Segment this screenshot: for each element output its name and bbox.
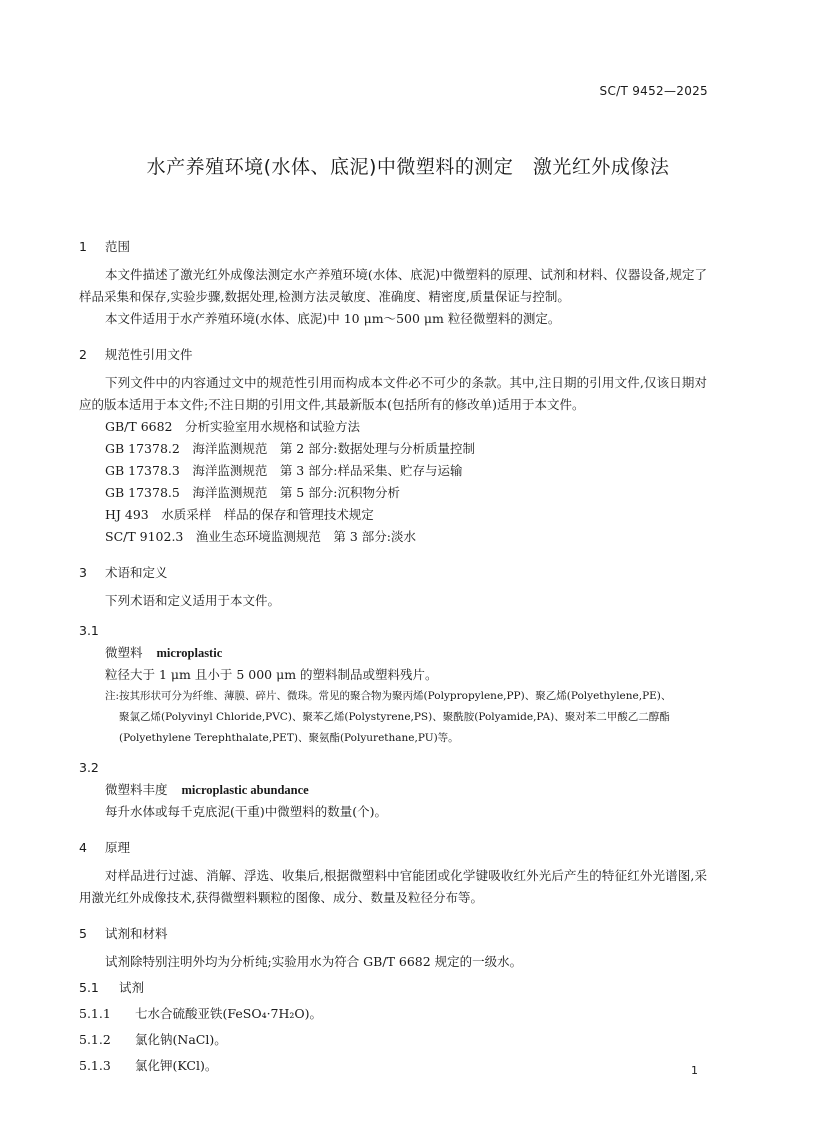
term-english: microplastic xyxy=(156,646,223,660)
reference-item: GB 17378.3 海洋监测规范 第 3 部分:样品采集、贮存与运输 xyxy=(105,463,463,478)
subsection-number: 5.1 xyxy=(79,980,99,995)
item-number: 5.1.2 xyxy=(79,1032,111,1047)
item-number: 5.1.1 xyxy=(79,1006,111,1021)
section-title: 试剂和材料 xyxy=(105,926,168,941)
section-title: 规范性引用文件 xyxy=(105,347,193,362)
term-definition: 粒径大于 1 μm 且小于 5 000 μm 的塑料制品或塑料残片。 xyxy=(105,667,438,682)
term-note-continued: (Polyethylene Terephthalate,PET)、聚氨酯(Polyurethane,PU)等。 xyxy=(119,732,459,744)
section-number: 4 xyxy=(79,840,87,855)
item-text: 七水合硫酸亚铁(FeSO₄·7H₂O)。 xyxy=(135,1006,323,1021)
term-chinese: 微塑料 xyxy=(105,645,143,660)
reference-item: SC/T 9102.3 渔业生态环境监测规范 第 3 部分:淡水 xyxy=(105,529,416,544)
paragraph: 下列文件中的内容通过文中的规范性引用而构成本文件必不可少的条款。其中,注日期的引用文件,仅该日期对应的版本适用于本文件;不注日期的引用文件,其最新版本(包括所有的修改单)适用于本文件。 xyxy=(79,375,707,412)
section-2-heading xyxy=(79,344,707,366)
term-number: 3.2 xyxy=(79,760,99,775)
paragraph: 本文件适用于水产养殖环境(水体、底泥)中 10 μm～500 μm 粒径微塑料的测定。 xyxy=(105,311,561,326)
document-title: 水产养殖环境(水体、底泥)中微塑料的测定 激光红外成像法 xyxy=(146,156,670,178)
section-title: 原理 xyxy=(105,840,131,855)
document-body xyxy=(79,236,707,1077)
section-3-heading xyxy=(79,562,707,584)
section-number: 5 xyxy=(79,926,87,941)
term-number: 3.1 xyxy=(79,623,99,638)
reference-item: GB/T 6682 分析实验室用水规格和试验方法 xyxy=(105,419,361,434)
section-title: 术语和定义 xyxy=(105,565,168,580)
section-4-heading xyxy=(79,837,707,859)
paragraph: 本文件描述了激光红外成像法测定水产养殖环境(水体、底泥)中微塑料的原理、试剂和材料、仪器设备,规定了样品采集和保存,实验步骤,数据处理,检测方法灵敏度、准确度、精密度,质量保证与控制。 xyxy=(79,267,707,304)
list-item xyxy=(79,1055,707,1077)
note-text: 按其形状可分为纤维、薄膜、碎片、微珠。常见的聚合物为聚丙烯(Polypropylene,PP)、聚乙烯(Polyethylene,PE)、 xyxy=(119,690,672,702)
term-note xyxy=(79,686,707,707)
reference-item: GB 17378.5 海洋监测规范 第 5 部分:沉积物分析 xyxy=(105,485,400,500)
section-number: 3 xyxy=(79,565,87,580)
section-number: 1 xyxy=(79,239,87,254)
term-name xyxy=(79,779,707,801)
term-note-continued: 聚氯乙烯(Polyvinyl Chloride,PVC)、聚苯乙烯(Polystyrene,PS)、聚酰胺(Polyamide,PA)、聚对苯二甲酸乙二醇酯 xyxy=(119,711,670,723)
section-5-heading xyxy=(79,923,707,945)
section-title: 范围 xyxy=(105,239,131,254)
page-number: 1 xyxy=(691,1064,698,1077)
list-item xyxy=(79,1029,707,1051)
term-english: microplastic abundance xyxy=(181,783,309,797)
section-number: 2 xyxy=(79,347,87,362)
term-name xyxy=(79,642,707,664)
term-chinese: 微塑料丰度 xyxy=(105,782,168,797)
subsection-title: 试剂 xyxy=(119,980,145,995)
reference-item: GB 17378.2 海洋监测规范 第 2 部分:数据处理与分析质量控制 xyxy=(105,441,475,456)
reference-item: HJ 493 水质采样 样品的保存和管理技术规定 xyxy=(105,507,374,522)
paragraph: 对样品进行过滤、消解、浮选、收集后,根据微塑料中官能团或化学键吸收红外光后产生的特征红外光谱图,采用激光红外成像技术,获得微塑料颗粒的图像、成分、数量及粒径分布等。 xyxy=(79,868,707,905)
item-text: 氯化钠(NaCl)。 xyxy=(135,1032,227,1047)
subsection-heading xyxy=(79,977,707,999)
term-definition: 每升水体或每千克底泥(干重)中微塑料的数量(个)。 xyxy=(105,804,388,819)
paragraph: 试剂除特别注明外均为分析纯;实验用水为符合 GB/T 6682 规定的一级水。 xyxy=(105,954,523,969)
list-item xyxy=(79,1003,707,1025)
note-label: 注: xyxy=(105,690,120,702)
standard-code: SC/T 9452—2025 xyxy=(599,84,708,98)
paragraph: 下列术语和定义适用于本文件。 xyxy=(105,593,281,608)
item-number: 5.1.3 xyxy=(79,1058,111,1073)
item-text: 氯化钾(KCl)。 xyxy=(135,1058,218,1073)
section-1-heading xyxy=(79,236,707,258)
